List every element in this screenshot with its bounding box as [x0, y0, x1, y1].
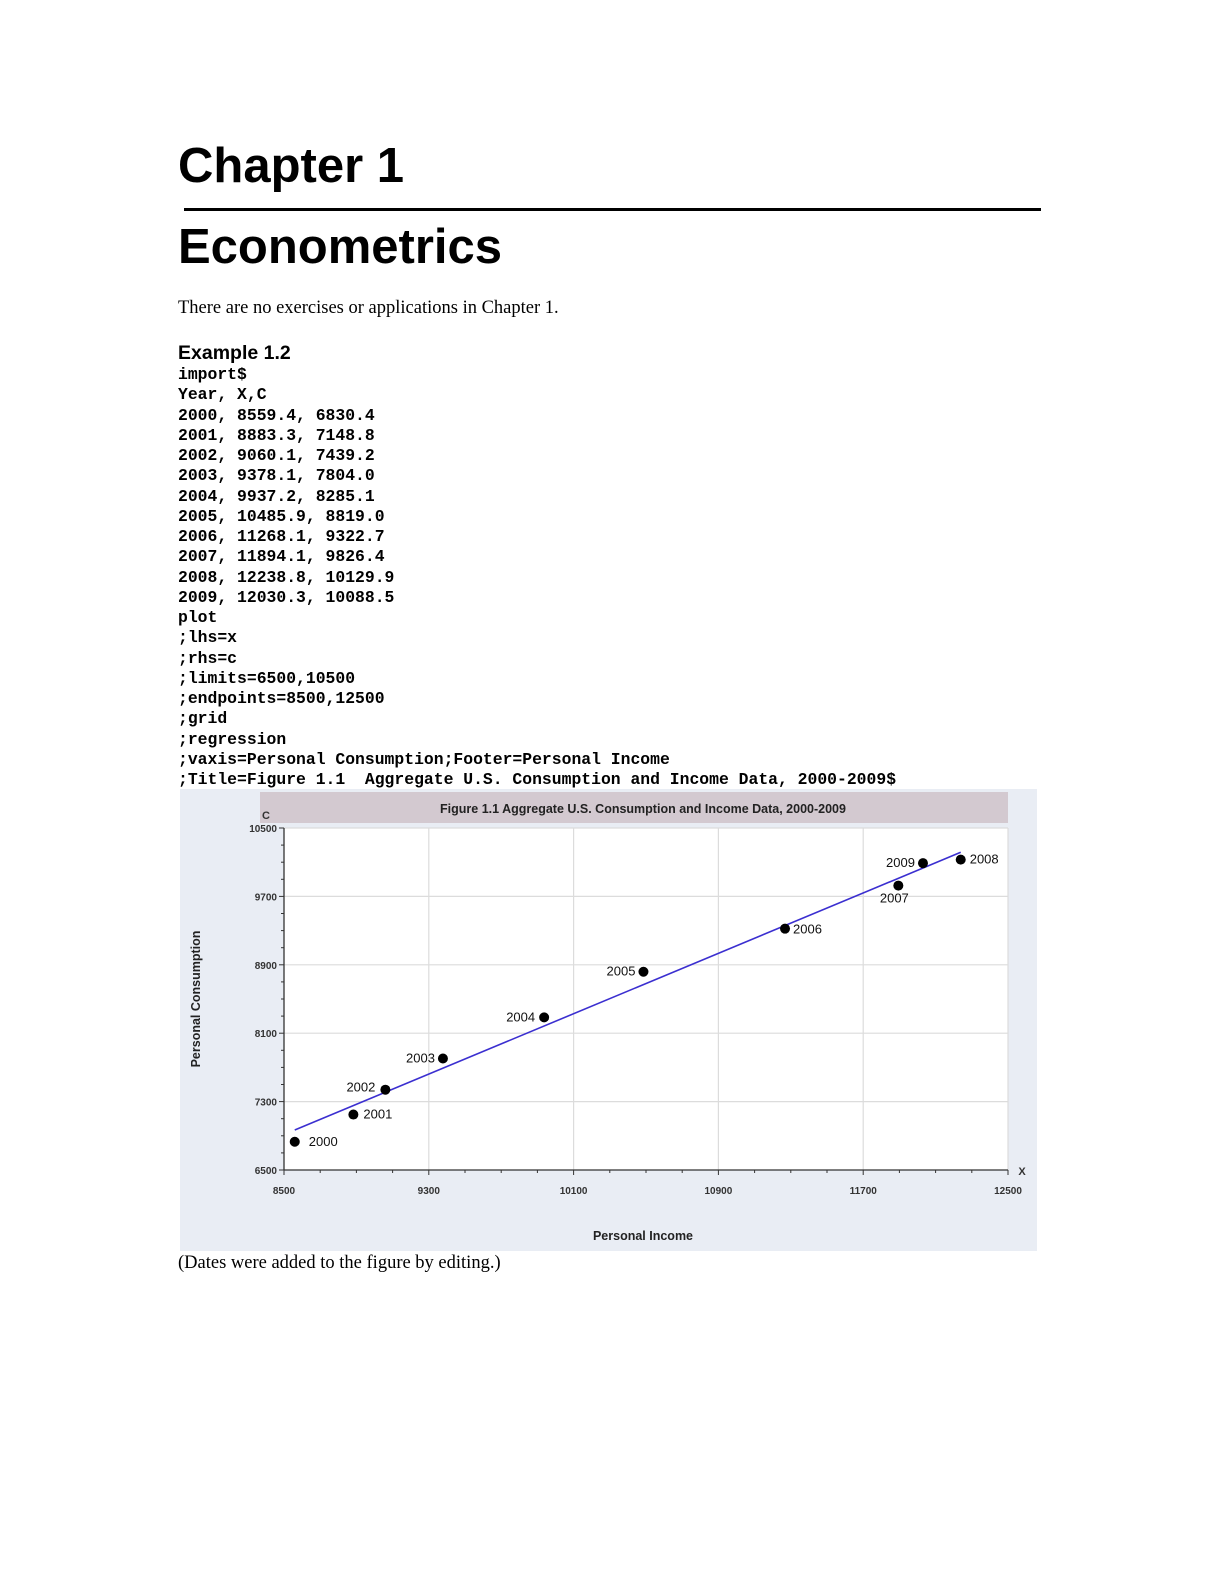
y-tick-label: 9700 — [254, 892, 277, 904]
chapter-label: Chapter 1 — [178, 139, 405, 193]
code-line: 2007, 11894.1, 9826.4 — [178, 547, 385, 567]
data-point — [380, 1085, 390, 1095]
code-line: ;regression — [178, 729, 287, 749]
point-label: 2002 — [346, 1079, 376, 1095]
code-line: ;rhs=c — [178, 648, 238, 668]
y-tick-label: 7300 — [254, 1097, 277, 1109]
y-tick-label: 8900 — [254, 960, 277, 972]
chart-title: Figure 1.1 Aggregate U.S. Consumption and Income Data, 2000-2009 — [440, 802, 846, 816]
code-line: 2003, 9378.1, 7804.0 — [178, 466, 375, 486]
data-point — [539, 1012, 549, 1022]
point-label: 2009 — [886, 855, 915, 871]
data-point — [893, 881, 903, 891]
code-line: 2000, 8559.4, 6830.4 — [178, 405, 375, 425]
point-label: 2004 — [506, 1009, 536, 1025]
data-point — [956, 855, 966, 865]
code-line: plot — [178, 608, 218, 627]
code-line: ;Title=Figure 1.1 Aggregate U.S. Consumption and Income Data, 2000-2009$ — [178, 770, 897, 789]
code-line: Year, X,C — [178, 385, 267, 405]
y-axis-label: Personal Consumption — [189, 930, 203, 1068]
chapter-title: Econometrics — [178, 220, 503, 274]
x-tick-label: 11700 — [849, 1186, 877, 1197]
data-point — [780, 924, 790, 934]
figure-note: (Dates were added to the figure by editing.) — [178, 1253, 501, 1273]
data-point — [438, 1054, 448, 1064]
plot-area — [284, 828, 1008, 1170]
code-line: ;lhs=x — [178, 628, 238, 648]
code-line: 2005, 10485.9, 8819.0 — [178, 506, 385, 526]
x-tick-label: 10100 — [559, 1186, 588, 1197]
example-heading: Example 1.2 — [178, 342, 291, 364]
data-point — [918, 858, 928, 868]
point-label: 2005 — [606, 963, 636, 979]
data-point — [638, 967, 648, 977]
code-line: import$ — [178, 365, 247, 384]
point-label: 2003 — [406, 1050, 435, 1066]
scatter-chart — [180, 789, 1037, 1251]
point-label: 2007 — [879, 890, 909, 906]
x-tick-label: 10900 — [704, 1186, 733, 1197]
x-axis-label: Personal Income — [592, 1229, 694, 1243]
figure — [180, 789, 1037, 1251]
y-tick-label: 8100 — [254, 1029, 277, 1041]
title-divider — [184, 208, 1041, 211]
data-point — [348, 1110, 358, 1120]
code-listing — [178, 365, 896, 790]
point-label: 2006 — [793, 921, 822, 937]
code-line: ;vaxis=Personal Consumption;Footer=Personal Income — [178, 749, 670, 769]
y-tick-label: 10500 — [249, 824, 277, 835]
code-line: ;grid — [178, 709, 228, 729]
y-tick-label: 6500 — [254, 1166, 277, 1177]
x-tick-label: 12500 — [994, 1186, 1022, 1197]
code-line: 2009, 12030.3, 10088.5 — [178, 587, 395, 607]
intro-paragraph: There are no exercises or applications in Chapter 1. — [178, 298, 559, 318]
point-label: 2000 — [308, 1133, 338, 1149]
code-line: 2001, 8883.3, 7148.8 — [178, 425, 375, 445]
x-tick-label: 8500 — [272, 1186, 296, 1197]
code-line: ;endpoints=8500,12500 — [178, 689, 385, 708]
x-axis-symbol: X — [1018, 1166, 1026, 1178]
code-line: ;limits=6500,10500 — [178, 668, 356, 688]
code-line: 2008, 12238.8, 10129.9 — [178, 567, 395, 587]
code-line: 2006, 11268.1, 9322.7 — [178, 527, 385, 546]
point-label: 2008 — [969, 851, 999, 867]
code-line: 2002, 9060.1, 7439.2 — [178, 446, 375, 465]
y-axis-symbol: C — [262, 810, 270, 822]
data-point — [290, 1137, 300, 1147]
point-label: 2001 — [363, 1106, 393, 1122]
code-line: 2004, 9937.2, 8285.1 — [178, 486, 375, 506]
x-tick-label: 9300 — [417, 1186, 440, 1197]
